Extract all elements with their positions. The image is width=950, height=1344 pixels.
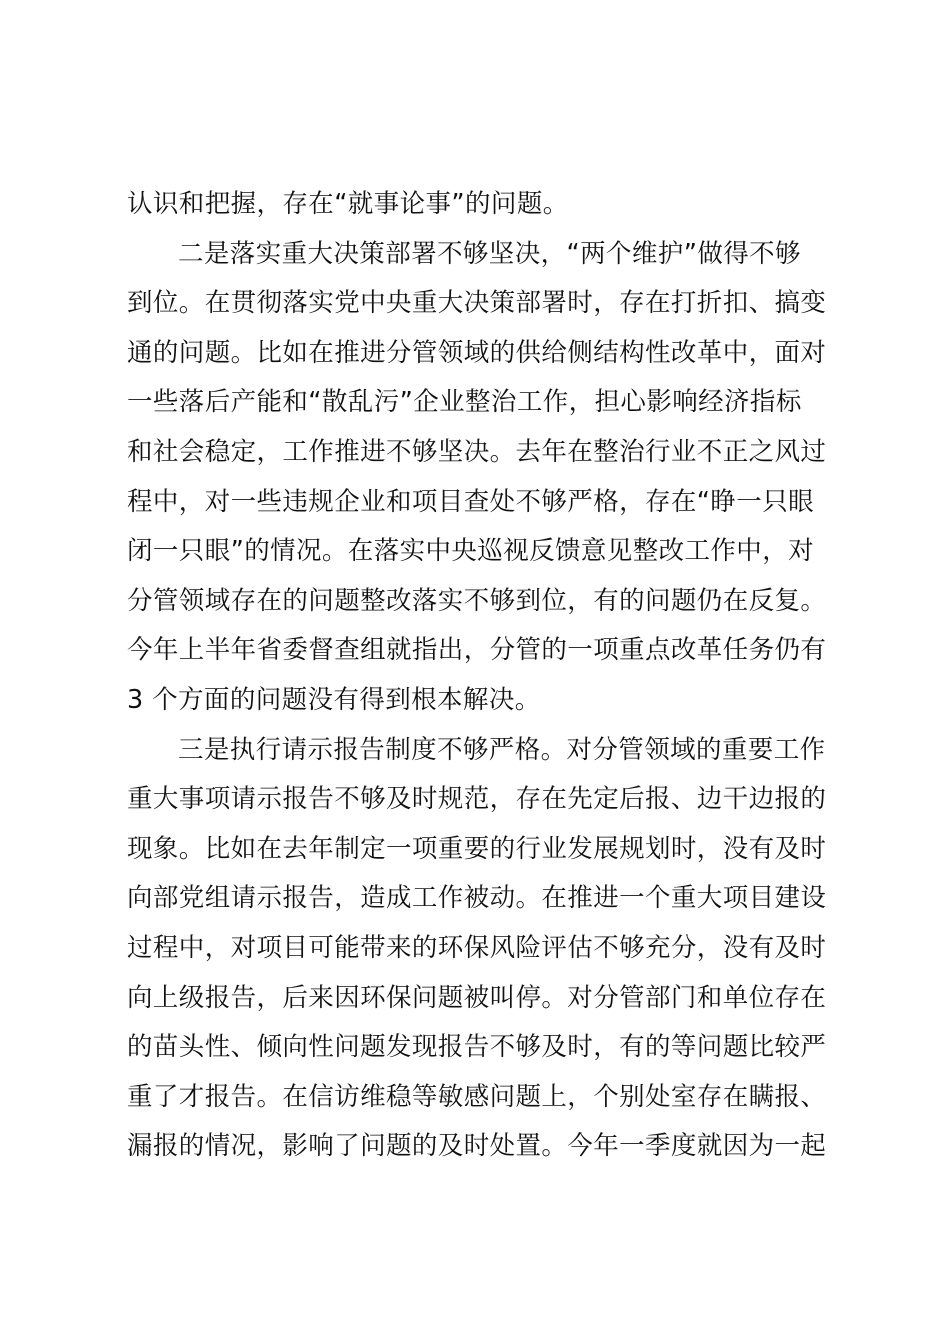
text-line-7: 程中，对一些违规企业和项目查处不够严格，存在“睁一只眼 bbox=[127, 486, 815, 517]
text-line-13: 重大事项请示报告不够及时规范，存在先定后报、边干边报的 bbox=[127, 784, 827, 815]
text-line-1: 认识和把握，存在“就事论事”的问题。 bbox=[127, 189, 569, 219]
text-line-6: 和社会稳定，工作推进不够坚决。去年在整治行业不正之风过 bbox=[127, 436, 827, 467]
text-line-20: 漏报的情况，影响了问题的及时处置。今年一季度就因为一起 bbox=[127, 1131, 827, 1162]
text-line-15: 向部党组请示报告，造成工作被动。在推进一个重大项目建设 bbox=[127, 883, 827, 914]
text-line-18: 的苗头性、倾向性问题发现报告不够及时，有的等问题比较严 bbox=[127, 1032, 827, 1063]
text-line-9: 分管领域存在的问题整改落实不够到位，有的问题仍在反复。 bbox=[127, 585, 827, 616]
text-line-8: 闭一只眼”的情况。在落实中央巡视反馈意见整改工作中，对 bbox=[127, 536, 815, 567]
text-line-12: 三是执行请示报告制度不够严格。对分管领域的重要工作 bbox=[178, 734, 826, 765]
text-line-10: 今年上半年省委督查组就指出，分管的一项重点改革任务仍有 bbox=[127, 635, 827, 666]
body-text bbox=[127, 180, 835, 1172]
text-line-17: 向上级报告，后来因环保问题被叫停。对分管部门和单位存在 bbox=[127, 982, 827, 1013]
text-line-14: 现象。比如在去年制定一项重要的行业发展规划时，没有及时 bbox=[127, 833, 827, 864]
text-line-16: 过程中，对项目可能带来的环保风险评估不够充分，没有及时 bbox=[127, 932, 827, 963]
text-line-11: 3 个方面的问题没有得到根本解决。 bbox=[127, 684, 541, 715]
text-line-2: 二是落实重大决策部署不够坚决，“两个维护”做得不够 bbox=[178, 238, 801, 269]
text-line-5: 一些落后产能和“散乱污”企业整治工作，担心影响经济指标 bbox=[127, 387, 802, 418]
text-line-3: 到位。在贯彻落实党中央重大决策部署时，存在打折扣、搞变 bbox=[127, 288, 827, 319]
text-line-4: 通的问题。比如在推进分管领域的供给侧结构性改革中，面对 bbox=[127, 337, 827, 368]
text-line-19: 重了才报告。在信访维稳等敏感问题上，个别处室存在瞒报、 bbox=[127, 1081, 827, 1112]
